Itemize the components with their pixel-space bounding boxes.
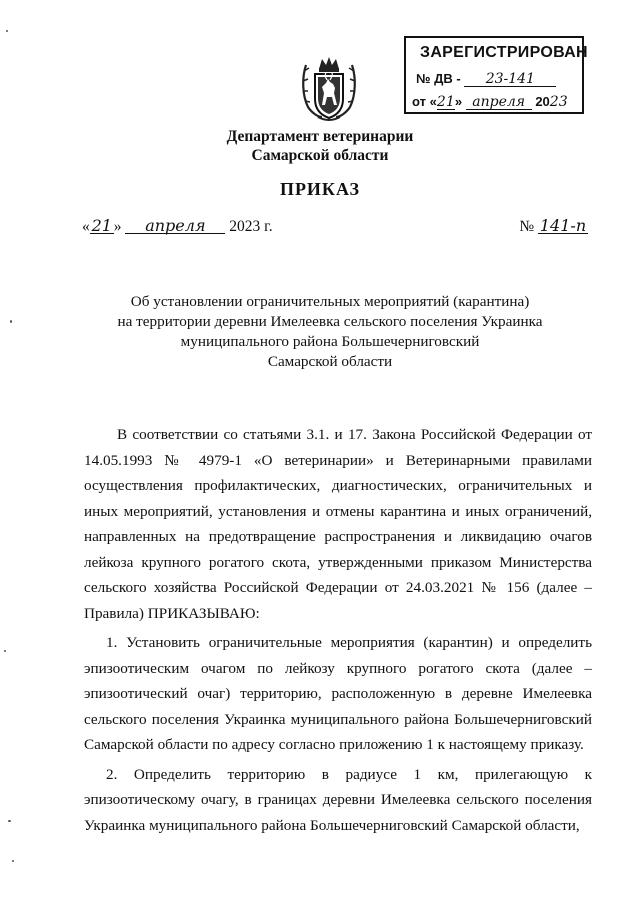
item-2-paragraph: 2. Определить территорию в радиусе 1 км, прилегающую к эпизоотическому очагу, в границах деревни Имелеевка сельского поселения Украинка муниципального района Большечерниговский Самарской области, (84, 765, 592, 834)
order-number (519, 218, 588, 236)
order-date-close: » (113, 218, 122, 235)
stamp-date-year-prefix: 20 (535, 94, 550, 109)
scan-speck (6, 30, 8, 32)
department-name (0, 127, 640, 165)
subject-line-2: на территории деревни Имелеевка сельского поселения Украинка (117, 313, 543, 330)
subject-line-1: Об установлении ограничительных мероприятий (карантина) (130, 293, 530, 310)
order-date-day: 21 (91, 216, 112, 235)
stamp-title: ЗАРЕГИСТРИРОВАН (420, 44, 588, 61)
order-date-open: « (82, 218, 90, 235)
order-subject (60, 292, 600, 372)
stamp-date-year-suffix: 23 (549, 94, 568, 110)
preamble-paragraph: В соответствии со статьями 3.1. и 17. Закона Российской Федерации от 14.05.1993 № 4979-1 «О ветеринарии» и Ветеринарными правилами осуществления профилактических, диагностических, ограничительных и иных мероприятий, установления и отмены карантина и иных ограничений, направленных на предотвращение распространения и ликвидацию очагов лейкоза крупного рогатого скота, утвержденными приказом Министерства сельского хозяйства Российской Федерации от 24.03.2021 № 156 (далее – Правила) ПРИКАЗЫВАЮ: (84, 426, 592, 622)
stamp-number-label: № ДВ - (416, 71, 461, 86)
order-date (82, 218, 273, 236)
scan-speck (8, 820, 11, 822)
order-date-year: 2023 г. (229, 218, 273, 235)
item-1-paragraph: 1. Установить ограничительные мероприятия (карантин) и определить эпизоотическим очагом по лейкозу крупного рогатого скота (далее – эпизоотический очаг) территорию, расположенную в деревне Имелеевка сельского поселения Украинка муниципального района Большечерниговский Самарской области по адресу согласно приложению 1 к настоящему приказу. (84, 634, 592, 753)
scan-speck (10, 320, 12, 323)
stamp-date-row (412, 94, 582, 110)
subject-line-4: Самарской области (267, 353, 393, 370)
samara-coat-of-arms-icon (300, 55, 358, 125)
scan-speck (4, 650, 6, 652)
order-date-month: апреля (125, 219, 225, 234)
subject-line-3: муниципального района Большечерниговский (180, 333, 480, 350)
order-number-value: 141-п (539, 216, 587, 235)
stamp-date-day: 21 (436, 94, 455, 110)
department-line-1: Департамент ветеринарии (226, 128, 414, 145)
order-body (84, 422, 592, 838)
stamp-date-prefix: от « (412, 94, 437, 109)
scan-speck (12, 860, 14, 862)
stamp-date-mid: » (454, 94, 463, 109)
stamp-number-row (416, 71, 581, 87)
stamp-date-month: апреля (466, 95, 532, 110)
department-line-2: Самарской области (251, 147, 389, 164)
order-title: ПРИКАЗ (279, 179, 361, 199)
registration-stamp (404, 36, 588, 114)
order-number-label: № (519, 218, 535, 235)
stamp-number-value: 23-141 (464, 72, 556, 87)
